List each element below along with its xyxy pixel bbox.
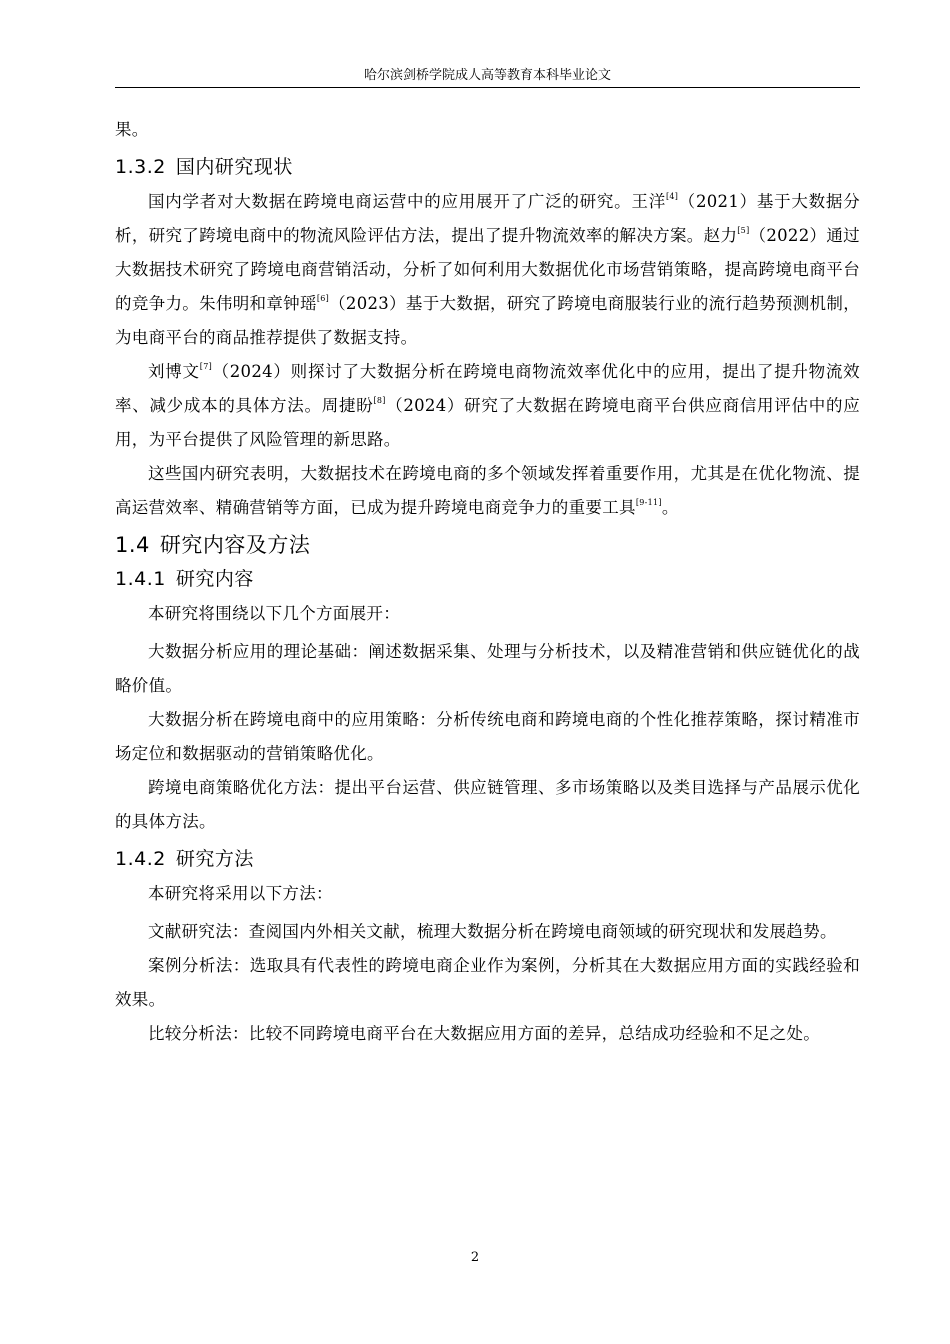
paragraph-content-item-2: 大数据分析在跨境电商中的应用策略：分析传统电商和跨境电商的个性化推荐策略，探讨精准市场定位和数据驱动的营销策略优化。: [115, 710, 860, 763]
section-number: 1.4.1: [115, 568, 166, 590]
section-title: 国内研究现状: [175, 156, 293, 178]
paragraph-domestic-research: [115, 185, 860, 355]
paragraph-method-comparison: 比较分析法：比较不同跨境电商平台在大数据应用方面的差异，总结成功经验和不足之处。: [148, 1024, 820, 1043]
section-heading-1-4-2: [115, 847, 860, 871]
paragraph-method-case: 案例分析法：选取具有代表性的跨境电商企业作为案例，分析其在大数据应用方面的实践经验和效果。: [115, 956, 860, 1009]
continued-paragraph: 果。: [115, 120, 149, 139]
citation-ref: [8]: [373, 396, 386, 405]
page-number: 2: [470, 1250, 480, 1265]
paragraph-method-literature: 文献研究法：查阅国内外相关文献，梳理大数据分析在跨境电商领域的研究现状和发展趋势。: [148, 922, 837, 941]
section-number: 1.3.2: [115, 156, 166, 178]
text-run: （2024）研究了大数据在跨境电商平台供应商信用评估中的应用，为平台提供了风险管理的新思路。: [115, 396, 861, 449]
paragraph-content-intro: 本研究将围绕以下几个方面展开：: [148, 604, 400, 623]
text-run: 这些国内研究表明，大数据技术在跨境电商的多个领域发挥着重要作用，尤其是在优化物流、提高运营效率、精确营销等方面，已成为提升跨境电商竞争力的重要工具: [115, 464, 860, 517]
section-number: 1.4: [115, 533, 150, 557]
citation-ref: [7]: [199, 362, 213, 371]
citation-ref: [4]: [665, 192, 679, 201]
text-run: （2022）通过大数据技术研究了跨境电商营销活动，分析了如何利用大数据优化市场营销策略，提高跨境电商平台的竞争力。朱伟明和章钟瑶: [115, 226, 860, 313]
paragraph-methods-intro: 本研究将采用以下方法：: [148, 884, 333, 903]
section-title: 研究内容及方法: [159, 533, 311, 557]
text-run: 刘博文: [148, 362, 200, 381]
page-header: 哈尔滨剑桥学院成人高等教育本科毕业论文: [363, 68, 611, 83]
section-title: 研究方法: [175, 848, 254, 870]
section-heading-1-4-1: [115, 567, 860, 591]
text-run: 。: [661, 498, 679, 517]
text-run: （2023）基于大数据，研究了跨境电商服装行业的流行趋势预测机制，为电商平台的商品推荐提供了数据支持。: [115, 294, 860, 347]
section-heading-1-3-2: [115, 155, 860, 179]
header-divider: [115, 87, 860, 88]
paragraph-domestic-summary: [115, 457, 860, 525]
section-title: 研究内容: [175, 568, 254, 590]
paragraph-domestic-research-2: [115, 355, 860, 457]
citation-ref: [6]: [316, 294, 330, 303]
citation-ref: [5]: [737, 226, 750, 235]
text-run: 国内学者对大数据在跨境电商运营中的应用展开了广泛的研究。王洋: [148, 192, 666, 211]
paragraph-content-item-3: 跨境电商策略优化方法：提出平台运营、供应链管理、多市场策略以及类目选择与产品展示优化的具体方法。: [115, 778, 860, 831]
text-run: （2021）基于大数据分析，研究了跨境电商中的物流风险评估方法，提出了提升物流效率的解决方案。赵力: [115, 192, 861, 245]
text-run: （2024）则探讨了大数据分析在跨境电商物流效率优化中的应用，提出了提升物流效率、减少成本的具体方法。周捷盼: [115, 362, 860, 415]
paragraph-content-item-1: 大数据分析应用的理论基础：阐述数据采集、处理与分析技术，以及精准营销和供应链优化的战略价值。: [115, 642, 860, 695]
section-heading-1-4: [115, 531, 860, 559]
document-body: [115, 113, 860, 1051]
citation-ref: [9-11]: [635, 498, 662, 507]
section-number: 1.4.2: [115, 848, 166, 870]
